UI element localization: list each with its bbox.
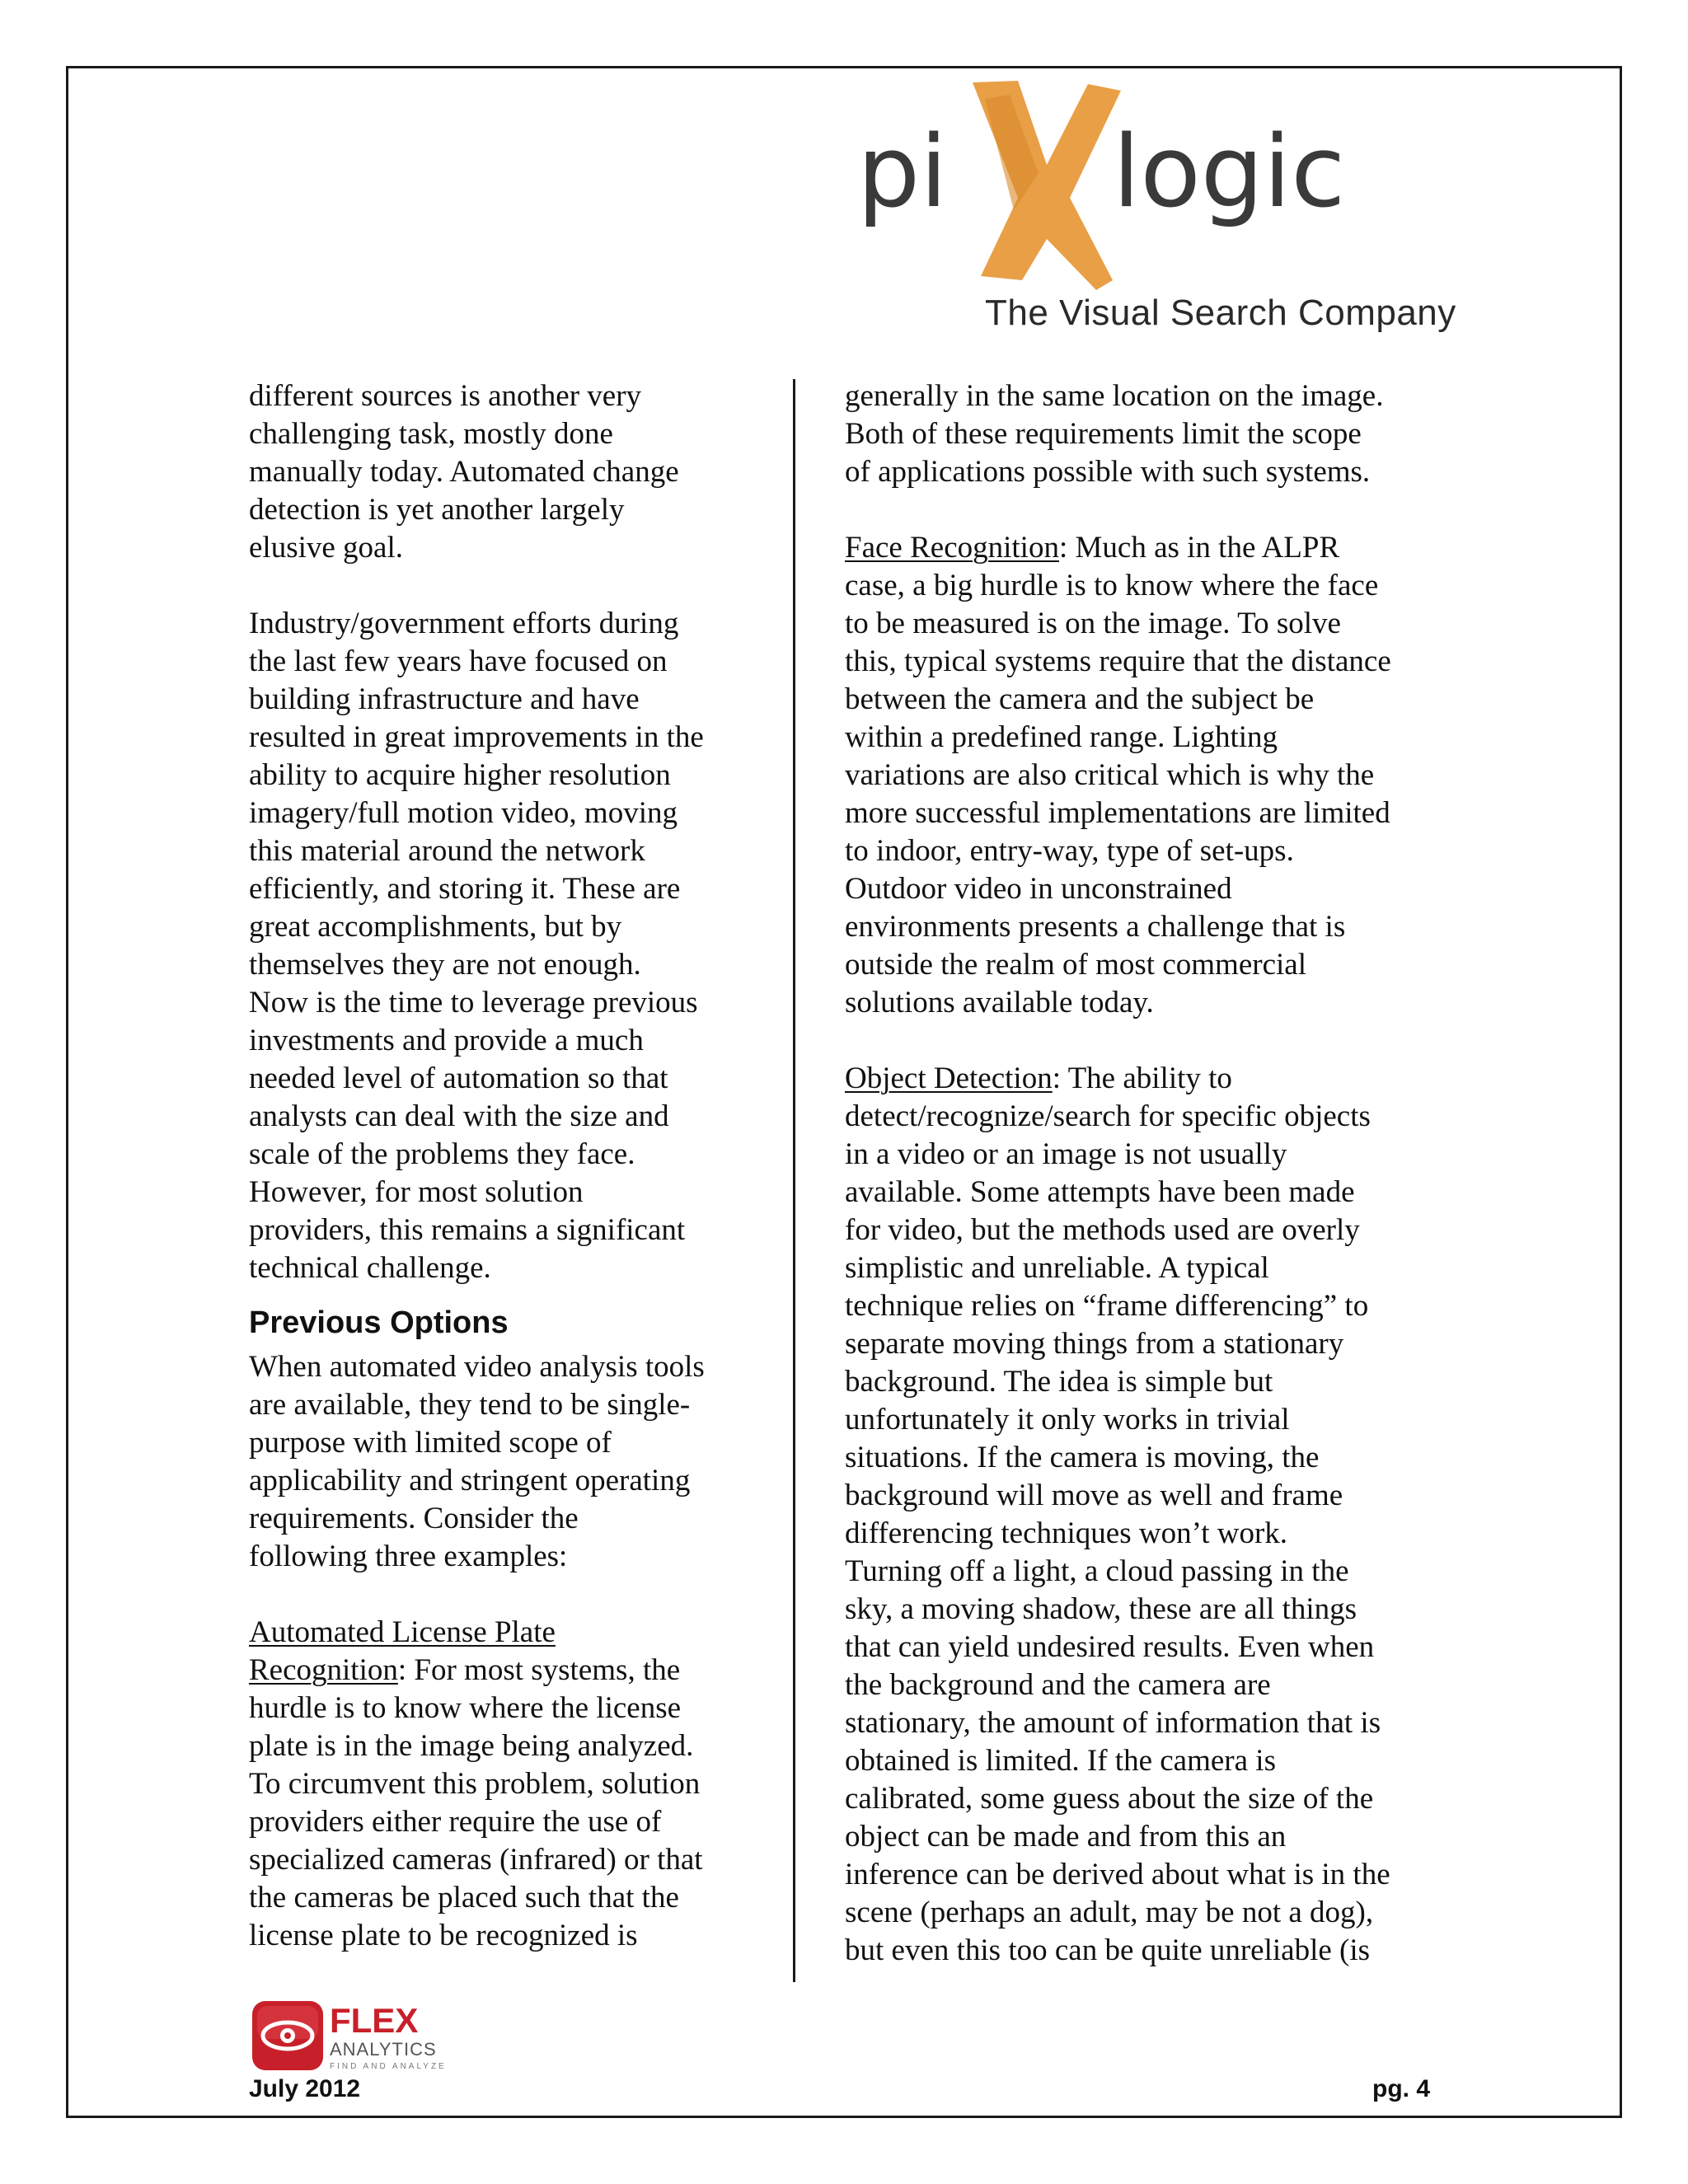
- text-line: providers, this remains a significant: [249, 1213, 686, 1247]
- text-line: this material around the network: [249, 834, 645, 868]
- tagline: The Visual Search Company: [985, 293, 1456, 333]
- text-line: generally in the same location on the image.: [845, 379, 1384, 413]
- text-line: background. The idea is simple but: [845, 1365, 1273, 1399]
- text-line: Industry/government efforts during: [249, 607, 679, 640]
- text-line: Now is the time to leverage previous: [249, 986, 698, 1019]
- text-line: analysts can deal with the size and: [249, 1099, 669, 1133]
- flex-analytics-logo: [251, 1998, 481, 2074]
- text-line: requirements. Consider the: [249, 1502, 579, 1535]
- text-line: elusive goal.: [249, 531, 404, 565]
- text-line: stationary, the amount of information that is: [845, 1706, 1381, 1740]
- text-line: inference can be derived about what is in the: [845, 1858, 1390, 1891]
- text-line: environments presents a challenge that is: [845, 910, 1346, 944]
- text-line: manually today. Automated change: [249, 455, 679, 489]
- text-line: scene (perhaps an adult, may be not a dog),: [845, 1896, 1374, 1929]
- text-line: investments and provide a much: [249, 1024, 644, 1057]
- text-line: plate is in the image being analyzed.: [249, 1729, 694, 1763]
- text-line: Both of these requirements limit the scope: [845, 417, 1362, 451]
- text-line: different sources is another very: [249, 379, 642, 413]
- text-line: this, typical systems require that the distance: [845, 644, 1391, 678]
- text-line: scale of the problems they face.: [249, 1137, 635, 1171]
- text-line: Outdoor video in unconstrained: [845, 872, 1232, 906]
- text-line: When automated video analysis tools: [249, 1350, 705, 1384]
- text-line: challenging task, mostly done: [249, 417, 613, 451]
- text-line: the cameras be placed such that the: [249, 1881, 679, 1915]
- text-line: technical challenge.: [249, 1251, 491, 1285]
- text-line: ability to acquire higher resolution: [249, 758, 671, 792]
- text-line: purpose with limited scope of: [249, 1426, 612, 1460]
- svg-text:FIND AND ANALYZE: FIND AND ANALYZE: [330, 2062, 447, 2071]
- text-line: hurdle is to know where the license: [249, 1691, 682, 1725]
- text-line: themselves they are not enough.: [249, 948, 641, 982]
- right-column: [845, 377, 1455, 1970]
- text-line: between the camera and the subject be: [845, 682, 1315, 716]
- section-heading: Previous Options: [249, 1305, 509, 1340]
- text-line: are available, they tend to be single-: [249, 1388, 691, 1422]
- text-line: Turning off a light, a cloud passing in the: [845, 1554, 1349, 1588]
- text-line: in a video or an image is not usually: [845, 1137, 1287, 1171]
- text-line: providers either require the use of: [249, 1805, 662, 1839]
- text-line: efficiently, and storing it. These are: [249, 872, 681, 906]
- text-line: calibrated, some guess about the size of the: [845, 1782, 1374, 1816]
- svg-text:ANALYTICS: ANALYTICS: [330, 2039, 437, 2060]
- svg-text:logic: logic: [1113, 115, 1346, 230]
- text-line: to be measured is on the image. To solve: [845, 607, 1341, 640]
- text-line: differencing techniques won’t work.: [845, 1516, 1288, 1550]
- text-line: applicability and stringent operating: [249, 1464, 691, 1497]
- text-line: object can be made and from this an: [845, 1820, 1287, 1854]
- svg-text:pi: pi: [857, 115, 948, 230]
- svg-text:FLEX: FLEX: [330, 2001, 419, 2040]
- text-line: great accomplishments, but by: [249, 910, 622, 944]
- footer-date: July 2012: [249, 2075, 361, 2102]
- text-line: sky, a moving shadow, these are all things: [845, 1592, 1357, 1626]
- text-line: case, a big hurdle is to know where the face: [845, 569, 1379, 602]
- text-fragment: : The ability to: [1052, 1062, 1232, 1095]
- text-line: technique relies on “frame differencing” to: [845, 1289, 1369, 1323]
- text-line: within a predefined range. Lighting: [845, 720, 1278, 754]
- text-line: outside the realm of most commercial: [845, 948, 1306, 982]
- text-line: variations are also critical which is why the: [845, 758, 1375, 792]
- text-line: detection is yet another largely: [249, 493, 625, 527]
- text-line: background will move as well and frame: [845, 1479, 1343, 1512]
- text-line: available. Some attempts have been made: [845, 1175, 1355, 1209]
- text-line: following three examples:: [249, 1540, 568, 1573]
- text-line: detect/recognize/search for specific objects: [845, 1099, 1371, 1133]
- subsection-title: Automated License Plate: [249, 1615, 556, 1649]
- text-line: the last few years have focused on: [249, 644, 668, 678]
- text-line: license plate to be recognized is: [249, 1919, 638, 1952]
- text-line: but even this too can be quite unreliable (is: [845, 1933, 1371, 1967]
- page-number: pg. 4: [1372, 2075, 1431, 2102]
- text-line: imagery/full motion video, moving: [249, 796, 678, 830]
- subsection-title: Recognition: [249, 1653, 398, 1687]
- text-line: separate moving things from a stationary: [845, 1327, 1344, 1361]
- text-line: obtained is limited. If the camera is: [845, 1744, 1276, 1778]
- text-line: for video, but the methods used are overly: [845, 1213, 1360, 1247]
- text-line: unfortunately it only works in trivial: [845, 1403, 1290, 1436]
- text-fragment: : Much as in the ALPR: [1058, 531, 1340, 565]
- text-line: solutions available today.: [845, 986, 1154, 1019]
- text-line: resulted in great improvements in the: [249, 720, 704, 754]
- text-line: situations. If the camera is moving, the: [845, 1441, 1320, 1474]
- text-line: that can yield undesired results. Even when: [845, 1630, 1375, 1664]
- text-line: needed level of automation so that: [249, 1062, 668, 1095]
- text-line: simplistic and unreliable. A typical: [845, 1251, 1269, 1285]
- column-divider: [793, 379, 795, 1982]
- text-line: to indoor, entry-way, type of set-ups.: [845, 834, 1294, 868]
- text-fragment: : For most systems, the: [397, 1653, 681, 1687]
- text-line: more successful implementations are limited: [845, 796, 1390, 830]
- subsection-title: Object Detection: [845, 1062, 1053, 1095]
- text-line: building infrastructure and have: [249, 682, 640, 716]
- text-line: specialized cameras (infrared) or that: [249, 1843, 703, 1877]
- text-line: To circumvent this problem, solution: [249, 1767, 701, 1801]
- text-line: However, for most solution: [249, 1175, 584, 1209]
- text-line: the background and the camera are: [845, 1668, 1271, 1702]
- left-column: [249, 377, 760, 1955]
- text-line: of applications possible with such systems.: [845, 455, 1371, 489]
- subsection-title: Face Recognition: [845, 531, 1059, 565]
